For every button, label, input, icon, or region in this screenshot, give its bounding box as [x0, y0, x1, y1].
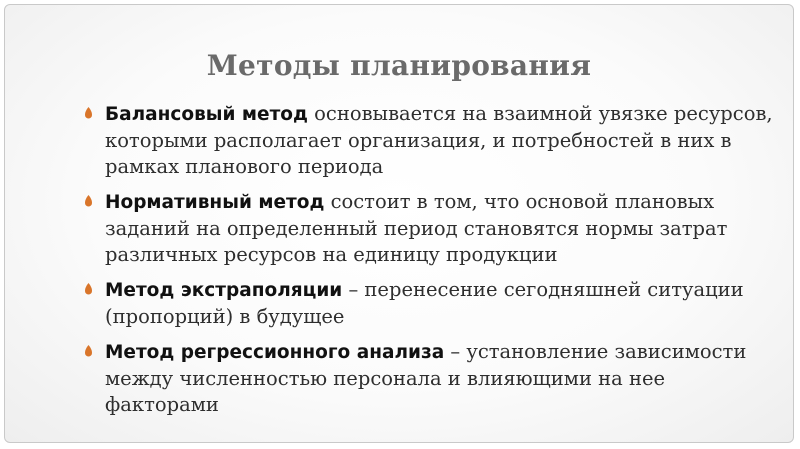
bullet-text: состоит в том, что основой плановых заданий на определенный период становятся нормы затрат различных ресурсов на единицу продукции	[105, 190, 728, 266]
bullet-icon	[85, 345, 92, 357]
bullet-term: Метод регрессионного анализа	[105, 342, 445, 363]
bullet-list	[85, 101, 775, 427]
bullet-item-extrapolation-method	[85, 277, 775, 330]
slide-title: Методы планирования	[206, 49, 592, 82]
bullet-text: основывается на взаимной увязке ресурсов, которыми располагает организация, и потребностей в них в рамках планового периода	[105, 102, 773, 178]
bullet-term: Метод экстраполяции	[105, 280, 343, 301]
bullet-text: – перенесение сегодняшней ситуации (пропорций) в будущее	[105, 278, 744, 328]
bullet-item-balance-method	[85, 101, 775, 180]
bullet-text: – установление зависимости между численностью персонала и влияющими на нее факторами	[105, 340, 747, 416]
bullet-item-regression-method	[85, 339, 775, 418]
bullet-icon	[85, 107, 92, 119]
bullet-term: Нормативный метод	[105, 192, 325, 213]
bullet-icon	[85, 195, 92, 207]
bullet-item-normative-method	[85, 189, 775, 268]
bullet-icon	[85, 283, 92, 295]
bullet-term: Балансовый метод	[105, 104, 308, 125]
slide-frame	[4, 4, 794, 443]
